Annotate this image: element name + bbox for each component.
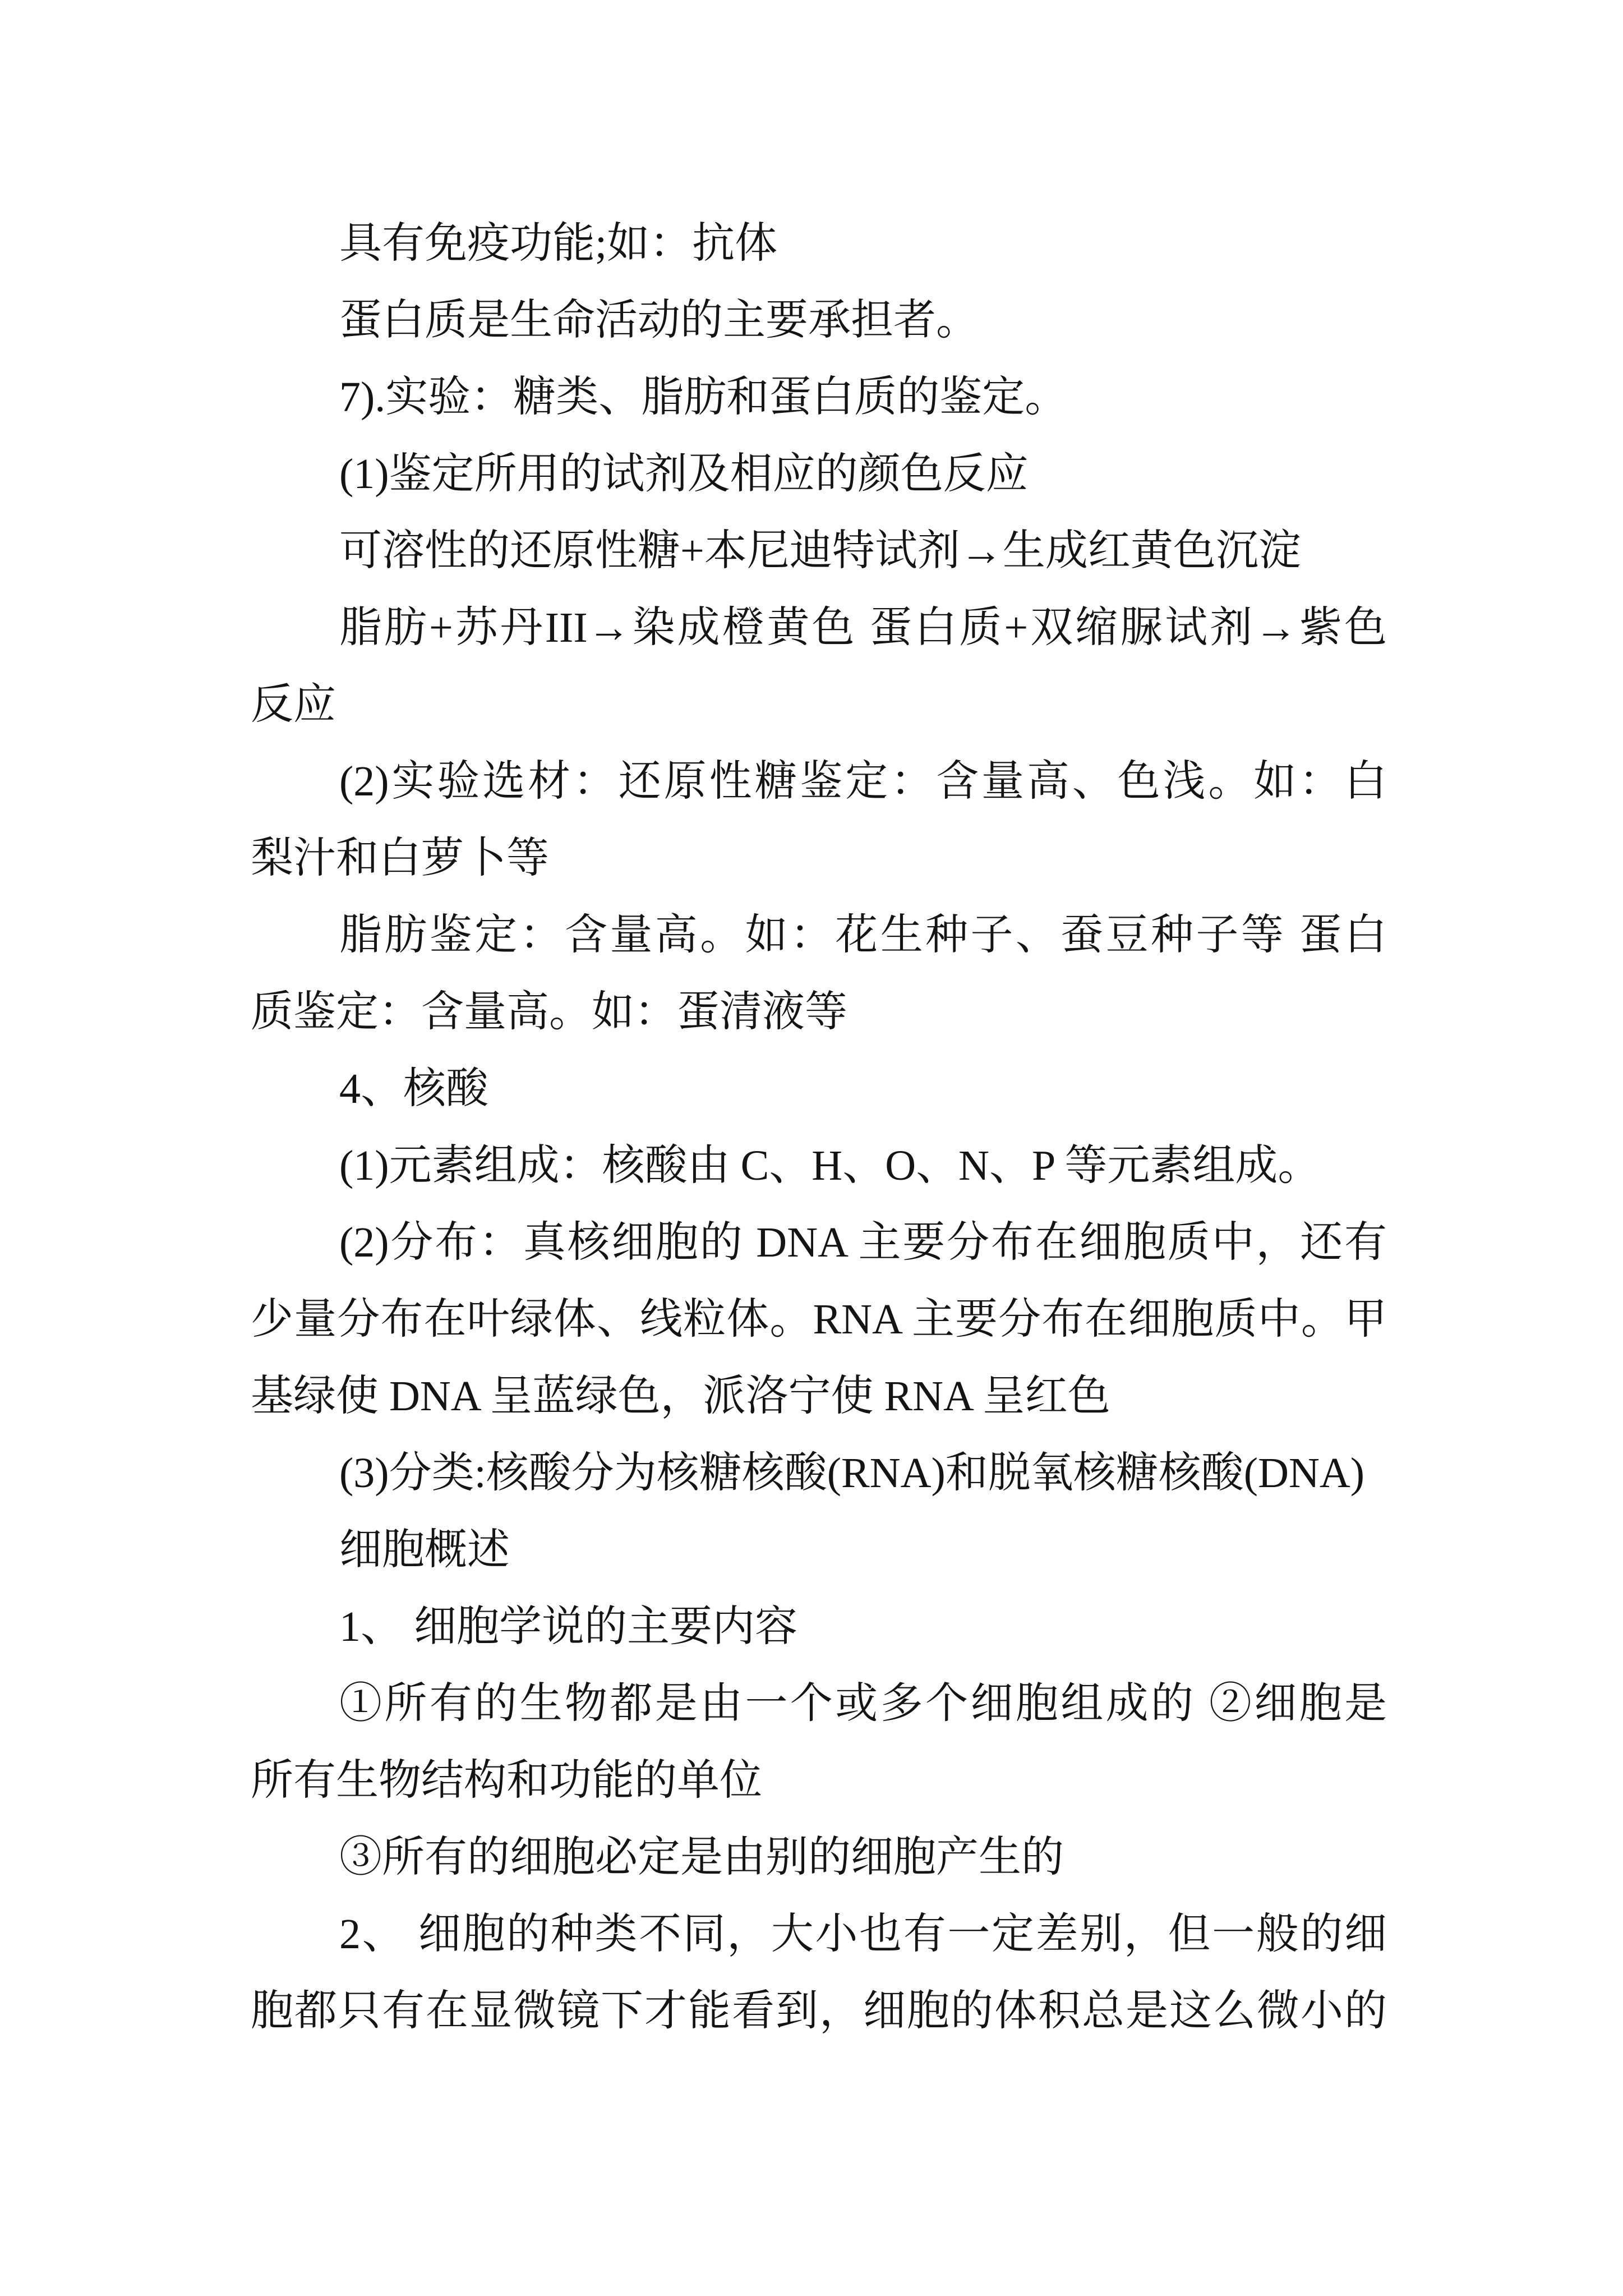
paragraph-experiment-heading [251, 359, 1387, 436]
paragraph-material-selection [251, 743, 1387, 897]
paragraph-element-composition [251, 1128, 1387, 1204]
text-line: 所有生物结构和功能的单位 [251, 1757, 762, 1804]
text-line: 1、 细胞学说的主要内容 [339, 1603, 797, 1650]
text-line: 细胞概述 [339, 1526, 510, 1573]
section-heading-cell-overview [251, 1512, 1387, 1589]
text-line: (1)元素组成：核酸由 C、H、O、N、P 等元素组成。 [339, 1142, 1321, 1189]
text-line: 4、核酸 [339, 1065, 488, 1112]
text-line: 具有免疫功能;如：抗体 [339, 220, 778, 267]
paragraph-cell-theory-points [251, 1665, 1387, 1819]
paragraph-classification [251, 1435, 1387, 1512]
paragraph-reducing-sugar-test [251, 513, 1387, 590]
text-line: ①所有的生物都是由一个或多个细胞组成的 ②细胞是 [339, 1680, 1387, 1727]
text-line: (3)分类:核酸分为核糖核酸(RNA)和脱氧核糖核酸(DNA) [339, 1450, 1365, 1497]
text-line: 少量分布在叶绿体、线粒体。RNA 主要分布在细胞质中。甲 [251, 1296, 1387, 1343]
text-line: 基绿使 DNA 呈蓝绿色，派洛宁使 RNA 呈红色 [251, 1373, 1110, 1420]
paragraph-immune-function [251, 205, 1387, 282]
paragraph-protein-role [251, 282, 1387, 359]
paragraph-fat-protein-materials [251, 897, 1387, 1051]
text-line: 反应 [251, 681, 336, 728]
paragraph-fat-protein-test [251, 590, 1387, 743]
document-body [251, 205, 1387, 2050]
text-line: 7).实验：糖类、脂肪和蛋白质的鉴定。 [339, 374, 1068, 421]
text-line: 2、 细胞的种类不同，大小也有一定差别，但一般的细 [339, 1911, 1387, 1958]
paragraph-reagents-heading [251, 436, 1387, 513]
text-line: (1)鉴定所用的试剂及相应的颜色反应 [339, 450, 1029, 498]
paragraph-cell-theory-heading [251, 1589, 1387, 1665]
paragraph-cell-origin [251, 1819, 1387, 1896]
text-line: ③所有的细胞必定是由别的细胞产生的 [339, 1834, 1064, 1881]
paragraph-cell-size [251, 1896, 1387, 2050]
text-line: 质鉴定：含量高。如：蛋清液等 [251, 988, 847, 1036]
paragraph-distribution [251, 1204, 1387, 1435]
text-line: 胞都只有在显微镜下才能看到，细胞的体积总是这么微小的 [251, 1987, 1387, 2035]
text-line: 脂肪鉴定：含量高。如：花生种子、蚕豆种子等 蛋白 [339, 912, 1387, 959]
text-line: 脂肪+苏丹III→染成橙黄色 蛋白质+双缩脲试剂→紫色 [339, 604, 1387, 651]
section-heading-nucleic-acid [251, 1051, 1387, 1128]
text-line: 蛋白质是生命活动的主要承担者。 [339, 297, 979, 344]
text-line: (2)实验选材：还原性糖鉴定：含量高、色浅。如：白 [339, 758, 1387, 805]
text-line: (2)分布：真核细胞的 DNA 主要分布在细胞质中，还有 [339, 1219, 1387, 1266]
text-line: 可溶性的还原性糖+本尼迪特试剂→生成红黄色沉淀 [339, 527, 1301, 574]
text-line: 梨汁和白萝卜等 [251, 835, 549, 882]
